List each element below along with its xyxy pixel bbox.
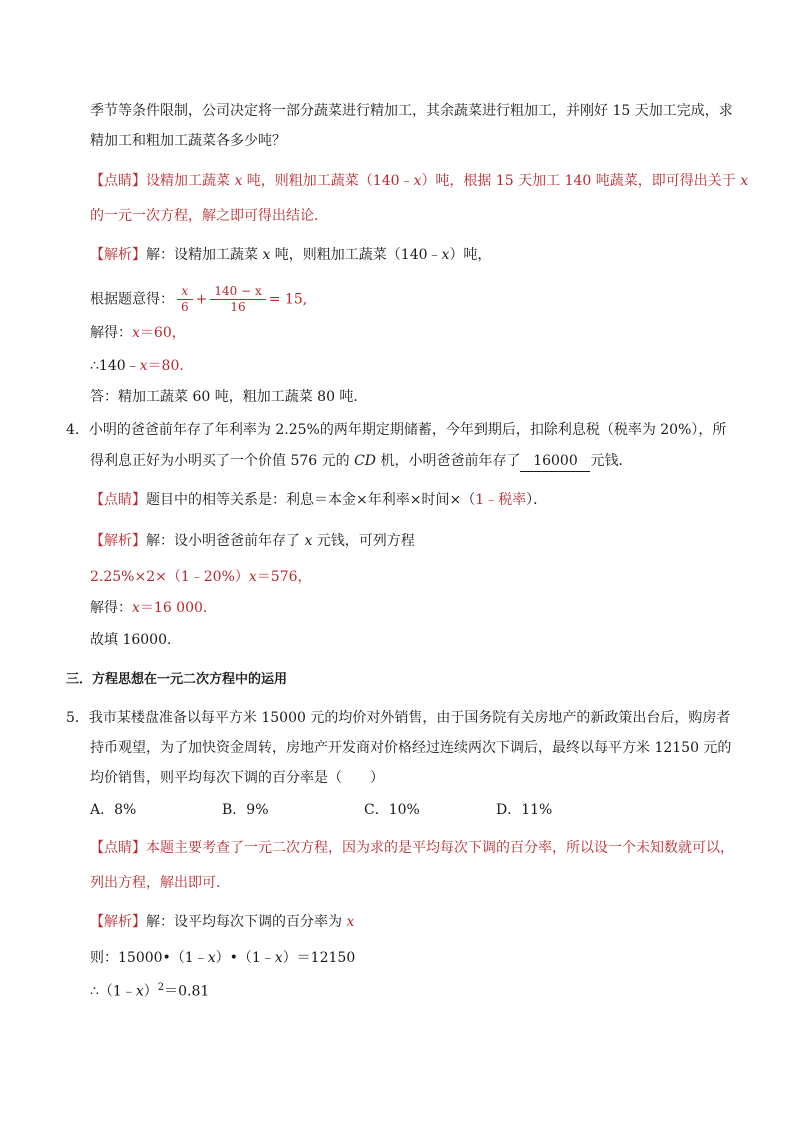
variable-x: x <box>304 533 313 549</box>
jiexi-text: 解：设精加工蔬菜 <box>146 247 263 263</box>
problem4-solution <box>90 598 217 618</box>
problem5-text: 5．我市某楼盘准备以每平方米 15000 元的均价对外销售，由于国务院有关房地产的新政策出台后，购房者 <box>66 710 731 726</box>
equation-tail: = 15, <box>268 291 308 308</box>
problem4-text: 4．小明的爸爸前年存了年利率为 2.25%的两年期定期储蓄，今年到期后，扣除利息税（税率为 20%），所 <box>66 422 727 438</box>
section-title: 三．方程思想在一元二次方程中的运用 <box>66 672 288 687</box>
dianjing-highlight: 1﹣税率 <box>475 492 527 508</box>
solution-label: 解得： <box>90 600 132 616</box>
jiexi-text: 吨，则粗加工蔬菜（140﹣ <box>270 247 442 263</box>
variable-x: x <box>132 600 140 616</box>
option-a: A．8% <box>90 802 137 818</box>
variable-x: x <box>207 950 216 966</box>
fraction-numerator: x <box>177 284 193 300</box>
fill-answer: 故填 16000． <box>90 632 181 648</box>
solution-value: ＝16 000． <box>139 600 217 616</box>
problem3-solution <box>90 323 186 343</box>
jiexi-text: ）吨， <box>449 247 492 263</box>
problem4-dianjing <box>90 490 547 510</box>
equation-text: 则：15000•（1﹣ <box>90 950 208 966</box>
exponent: 2 <box>157 982 165 993</box>
fraction-x-over-6 <box>177 284 193 315</box>
problem5-dianjing-line1 <box>90 838 734 858</box>
jiexi-text: 解：设平均每次下调的百分率为 <box>146 914 347 930</box>
variable-x: x <box>248 569 257 585</box>
problem5-dianjing-line2 <box>90 873 230 893</box>
jiexi-tag: 【解析】 <box>90 533 146 549</box>
jiexi-text: 解：设小明爸爸前年存了 <box>146 533 305 549</box>
variable-x: x <box>132 325 140 341</box>
problem3-text: 季节等条件限制，公司决定将一部分蔬菜进行精加工，其余蔬菜进行粗加工，并刚好 15 天加工完成，求 <box>90 103 733 119</box>
equation-text: ）＝12150 <box>282 950 356 966</box>
problem5-line1 <box>66 708 730 728</box>
problem5-line2 <box>90 738 731 758</box>
solution-label: 解得： <box>90 325 132 341</box>
dianjing-text: 本题主要考查了一元二次方程，因为求的是平均每次下调的百分率，所以设一个未知数就可以， <box>146 840 734 856</box>
answer-text: 答：精加工蔬菜 60 吨，粗加工蔬菜 80 吨． <box>90 389 368 405</box>
fraction-denominator: 16 <box>230 300 246 314</box>
therefore-value: ＝80． <box>147 358 194 374</box>
jiexi-text: 元钱，可列方程 <box>312 533 415 549</box>
answer-blank: 16000 <box>520 451 590 472</box>
solution-value: ＝60， <box>139 325 186 341</box>
problem3-line1 <box>90 101 733 121</box>
variable-x: x <box>441 247 450 263</box>
jiexi-tag: 【解析】 <box>90 914 146 930</box>
problem4-text: 元钱． <box>590 453 633 469</box>
problem4-text: 得利息正好为小明买了一个价值 576 元的 <box>90 453 355 469</box>
equation-text: ∴（1﹣ <box>90 983 136 1000</box>
problem3-equation <box>90 284 307 315</box>
problem3-line2 <box>90 131 286 151</box>
problem5-text: 持币观望，为了加快资金周转，房地产开发商对价格经过连续两次下调后，最终以每平方米 12150 元的 <box>90 740 732 756</box>
equation-text: 2.25%×2×（1﹣20%） <box>90 569 249 585</box>
dianjing-text: ）吨，根据 15 天加工 140 吨蔬菜，即可得出关于 <box>421 173 741 189</box>
equation-text: ）•（1﹣ <box>215 950 275 966</box>
dianjing-text: 设精加工蔬菜 <box>146 173 235 189</box>
variable-x: x <box>234 173 243 189</box>
fraction-140-minus-x-over-16 <box>210 284 265 315</box>
problem4-equation <box>90 567 312 587</box>
variable-x: x <box>413 173 422 189</box>
dianjing-text: 的一元一次方程，解之即可得出结论． <box>90 208 328 224</box>
problem3-answer <box>90 387 367 407</box>
variable-x: x <box>274 950 283 966</box>
dianjing-text: ）． <box>526 492 548 508</box>
option-c: C．10% <box>364 802 420 818</box>
dianjing-tag: 【点睛】 <box>90 173 146 189</box>
equation-text: ＝576， <box>256 569 312 585</box>
problem5-line3 <box>90 768 384 788</box>
problem3-text: 精加工和粗加工蔬菜各多少吨？ <box>90 133 286 149</box>
variable-x: x <box>346 914 355 930</box>
problem3-dianjing-line2 <box>90 206 328 226</box>
dianjing-tag: 【点睛】 <box>90 840 146 856</box>
jiexi-tag: 【解析】 <box>90 247 146 263</box>
dianjing-tag: 【点睛】 <box>90 492 146 508</box>
problem5-equation1 <box>90 948 355 968</box>
problem5-text: 均价销售，则平均每次下调的百分率是（ ） <box>90 770 384 786</box>
problem5-jiexi <box>90 912 354 932</box>
variable-x: x <box>135 983 144 1000</box>
fraction-denominator: 6 <box>181 300 189 314</box>
problem4-line2 <box>90 451 632 472</box>
variable-x: x <box>262 247 271 263</box>
section3-title <box>66 670 287 690</box>
problem3-therefore <box>90 356 193 376</box>
variable-x: x <box>740 173 749 189</box>
problem4-jiexi <box>90 531 415 551</box>
dianjing-text: 题目中的相等关系是：利息＝本金×年利率×时间×（ <box>146 492 476 508</box>
problem3-dianjing-line1 <box>90 171 748 191</box>
dianjing-text: 列出方程，解出即可． <box>90 875 230 891</box>
dianjing-text: 吨，则粗加工蔬菜（140﹣ <box>242 173 414 189</box>
variable-x: x <box>139 358 148 374</box>
option-b: B．9% <box>222 802 269 818</box>
problem4-line1 <box>66 420 726 440</box>
problem4-fill <box>90 630 181 650</box>
plus-sign: + <box>195 291 208 308</box>
equation-text: ） <box>143 983 158 1000</box>
problem3-jiexi-line1 <box>90 245 491 265</box>
problem4-text: 机，小明爸爸前年存了 <box>376 453 521 469</box>
therefore-text: ∴140﹣ <box>90 358 140 374</box>
equation-label: 根据题意得： <box>90 291 174 308</box>
option-d: D．11% <box>496 802 553 818</box>
equation-text: ＝0.81 <box>164 983 210 1000</box>
cd-label: CD <box>354 453 377 469</box>
problem5-equation2 <box>90 978 209 1002</box>
fraction-numerator: 140 − x <box>210 284 265 300</box>
